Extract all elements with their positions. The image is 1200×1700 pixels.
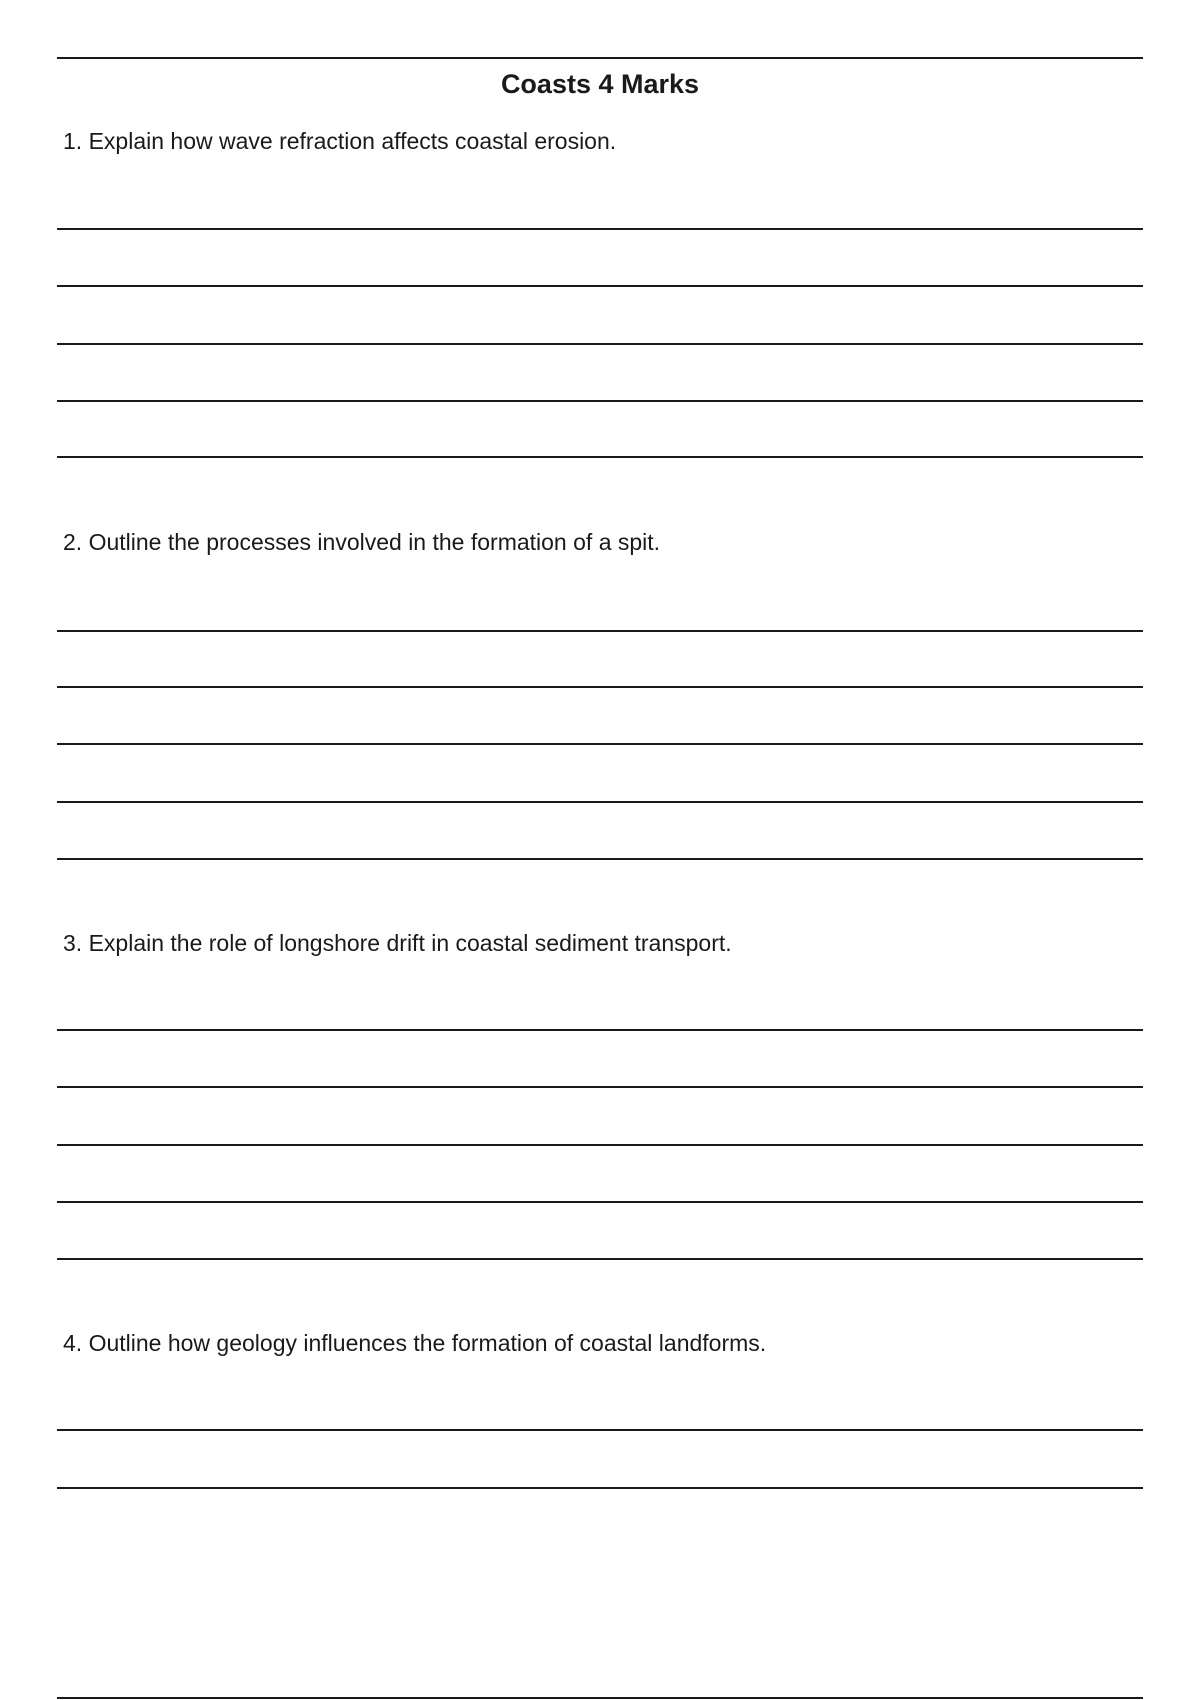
answer-line xyxy=(57,228,1143,230)
answer-line xyxy=(57,801,1143,803)
answer-line xyxy=(57,858,1143,860)
answer-line xyxy=(57,456,1143,458)
page-title: Coasts 4 Marks xyxy=(500,69,700,99)
question-text: Explain how wave refraction affects coastal erosion. xyxy=(88,128,617,154)
question-number: 4 . xyxy=(63,1330,89,1356)
answer-line xyxy=(57,1029,1143,1031)
answer-line xyxy=(57,285,1143,287)
answer-line xyxy=(57,343,1143,345)
question-2 xyxy=(63,527,660,557)
question-text: Outline how geology influences the formation of coastal landforms. xyxy=(88,1330,767,1356)
answer-line xyxy=(57,686,1143,688)
question-number: 3 . xyxy=(63,930,89,956)
answer-line xyxy=(57,1258,1143,1260)
question-4 xyxy=(63,1328,766,1358)
header-rule xyxy=(57,57,1143,59)
answer-line xyxy=(57,1429,1143,1431)
question-number: 1 . xyxy=(63,128,89,154)
question-text: Outline the processes involved in the formation of a spit. xyxy=(88,529,661,555)
answer-line xyxy=(57,1144,1143,1146)
answer-line xyxy=(57,400,1143,402)
question-number: 2 . xyxy=(63,529,89,555)
answer-line xyxy=(57,1697,1143,1699)
question-1 xyxy=(63,126,616,156)
answer-line xyxy=(57,1487,1143,1489)
answer-line xyxy=(57,1201,1143,1203)
answer-line xyxy=(57,1086,1143,1088)
answer-line xyxy=(57,630,1143,632)
question-3 xyxy=(63,928,732,958)
question-text: Explain the role of longshore drift in coastal sediment transport. xyxy=(88,930,732,956)
answer-line xyxy=(57,743,1143,745)
